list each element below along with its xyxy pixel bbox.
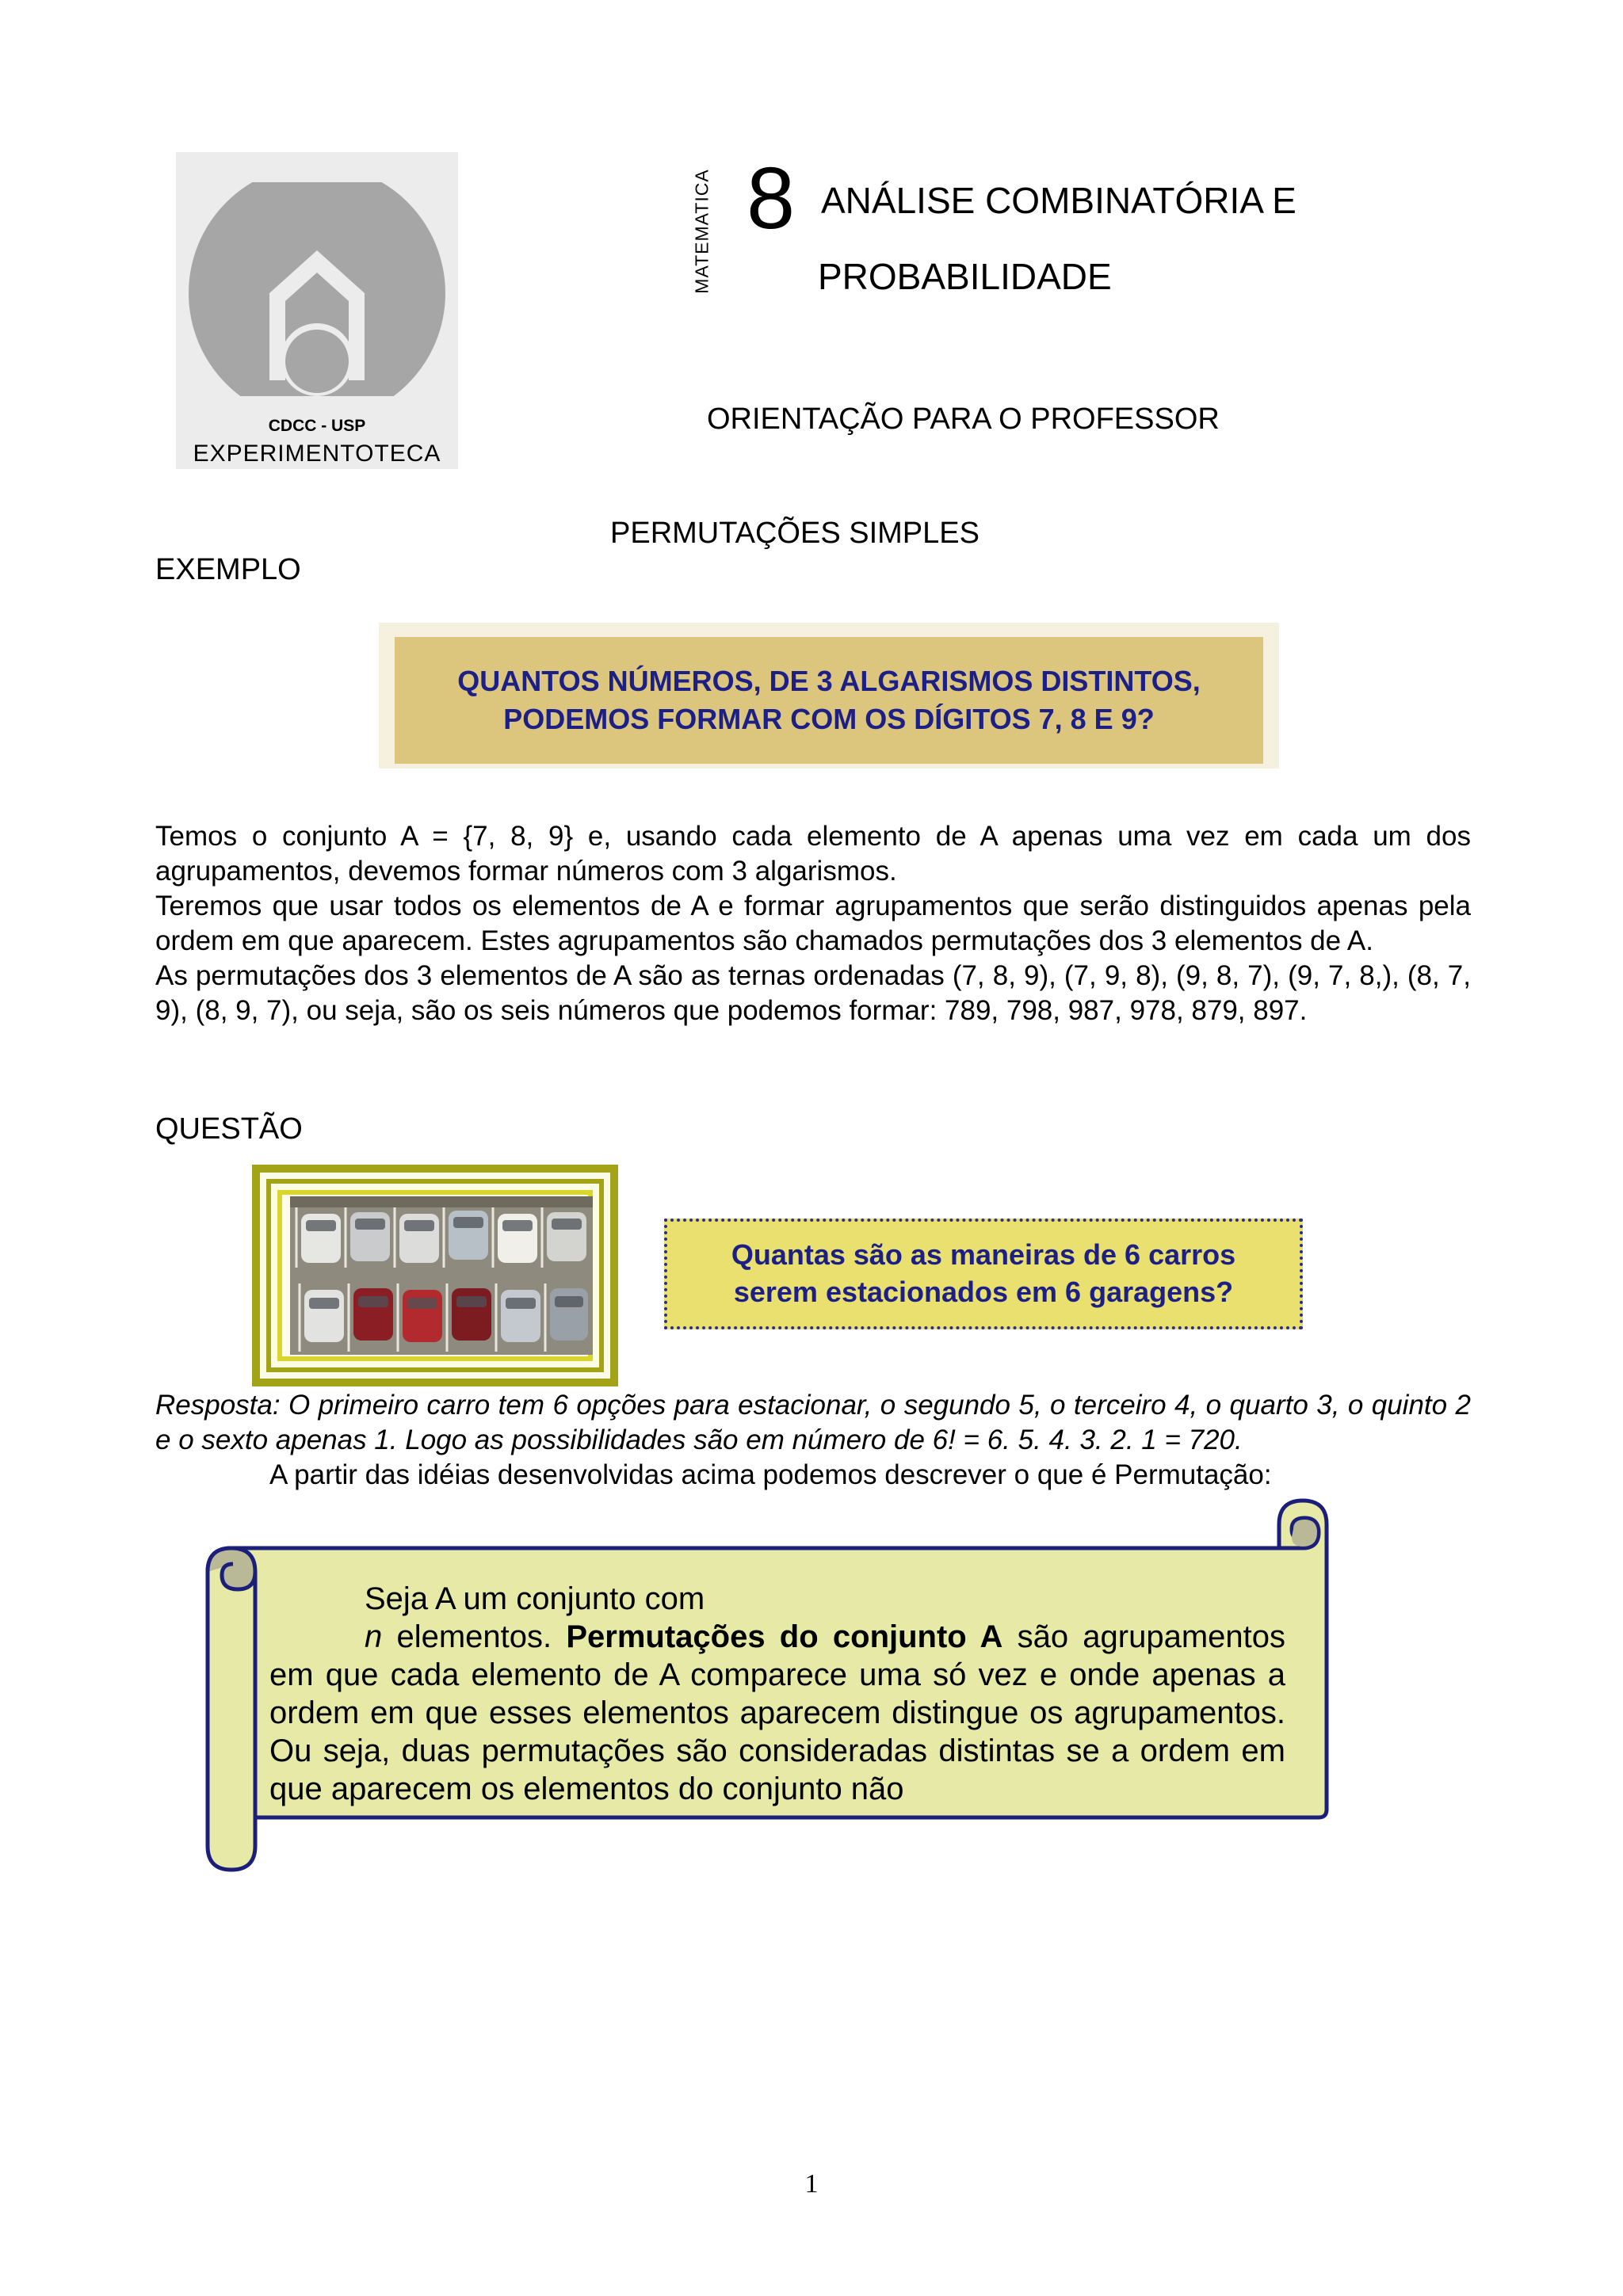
paragraph-1: Temos o conjunto A = {7, 8, 9} e, usando cada elemento de A apenas uma vez em cada um dos agrupamentos, devemos formar números com 3 algarismos. [155, 821, 1471, 887]
question-line-1: Quantas são as maneiras de 6 carros [731, 1238, 1236, 1272]
logo-text-experimentoteca: EXPERIMENTOTECA [193, 441, 441, 467]
cdcc-usp-logo-icon [187, 182, 447, 412]
definition-line-1: Seja A um conjunto com [365, 1581, 705, 1616]
subject-label: MATEMATICA [691, 169, 712, 294]
definition-body [269, 1618, 1285, 1808]
example-explanation [155, 819, 1471, 1028]
title-line-2: PROBABILIDADE [818, 256, 1112, 297]
definition-text [269, 1580, 1285, 1808]
question-box [664, 1219, 1303, 1329]
title-line-1: ANÁLISE COMBINATÓRIA E [821, 180, 1296, 221]
logo-text-cdcc: CDCC - USP [268, 417, 366, 435]
followup-text: A partir das idéias desenvolvidas acima podemos descrever o que é Permutação: [269, 1459, 1272, 1490]
unit-number: 8 [747, 150, 796, 247]
paragraph-3: As permutações dos 3 elementos de A são as ternas ordenadas (7, 8, 9), (7, 9, 8), (9, 8, 7), (9, 7, 8,), (8, 7, 9), (8, 9, 7), ou seja, são os seis números que podemos formar: 789, 798, 987, 978, 879, 897. [155, 960, 1471, 1026]
answer-text: Resposta: O primeiro carro tem 6 opções para estacionar, o segundo 5, o terceiro 4, o quarto 3, o quinto 2 e o sexto apenas 1. Logo as possibilidades são em número de 6! = 6. 5. 4. 3. 2. 1 = 720. [155, 1390, 1471, 1455]
parking-lot-photo [290, 1196, 593, 1355]
definition-bold-term: Permutações do conjunto A [566, 1619, 1003, 1654]
definition-var-n: n [365, 1619, 383, 1654]
example-question-box [395, 637, 1263, 764]
question-heading: QUESTÃO [155, 1112, 303, 1146]
orientation-label: ORIENTAÇÃO PARA O PROFESSOR [707, 402, 1220, 436]
example-question-line-1: QUANTOS NÚMEROS, DE 3 ALGARISMOS DISTINTOS, [457, 665, 1201, 698]
example-question-line-2: PODEMOS FORMAR COM OS DÍGITOS 7, 8 E 9? [503, 703, 1155, 735]
definition-text-part: são agrupamentos em que cada elemento de A comparece uma só vez e onde apenas a ordem em que esses elementos aparecem distingue os agrupamentos. Ou seja, duas permutações são consideradas distintas se a ordem em que aparecem os elementos do conjunto não [269, 1619, 1286, 1806]
section-title: PERMUTAÇÕES SIMPLES [610, 517, 980, 550]
page-number: 1 [804, 2169, 819, 2199]
paragraph-2: Teremos que usar todos os elementos de A e formar agrupamentos que serão distinguidos apenas pela ordem em que aparecem. Estes agrupamentos são chamados permutações dos 3 elementos de A. [155, 891, 1471, 956]
definition-text-part: elementos. [382, 1619, 567, 1654]
example-heading: EXEMPLO [155, 553, 301, 586]
question-line-2: serem estacionados em 6 garagens? [733, 1276, 1234, 1308]
